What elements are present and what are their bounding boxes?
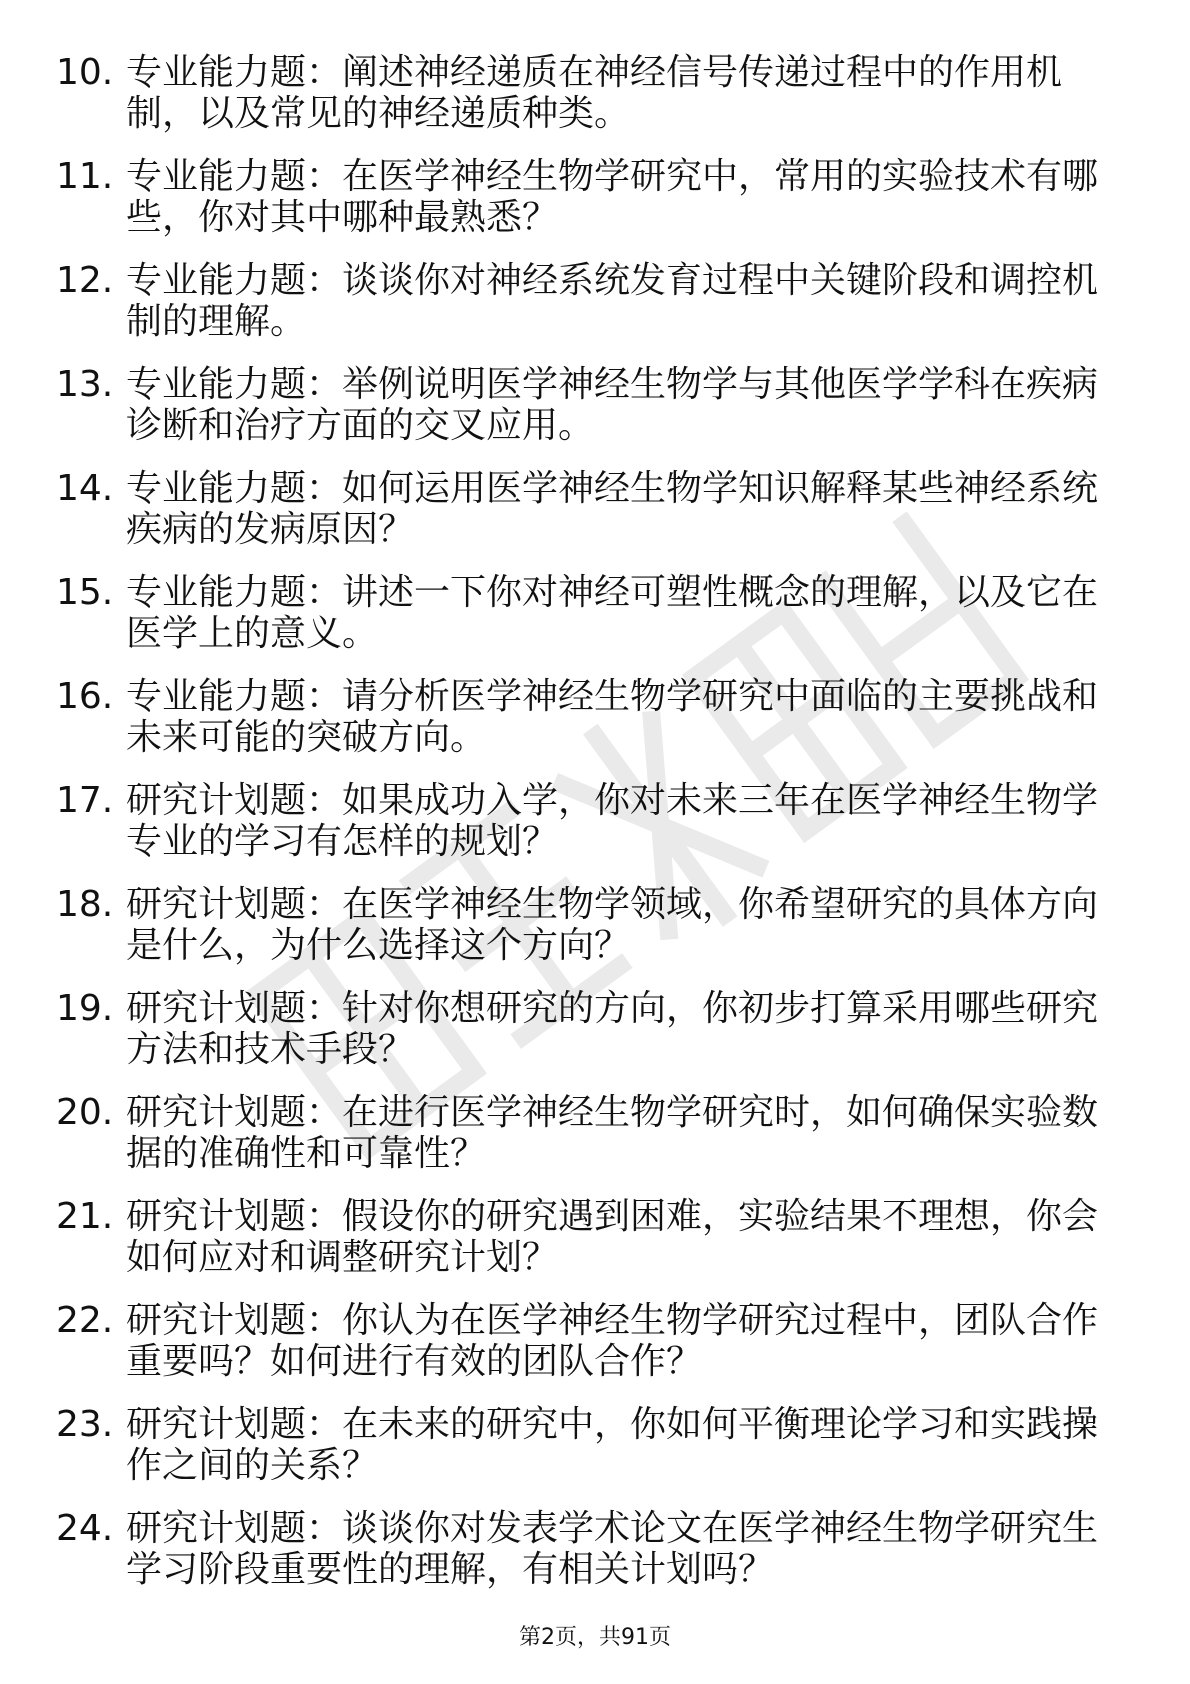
list-item <box>56 1508 1136 1590</box>
question-number: 21. <box>56 1196 114 1237</box>
question-category: 研究计划题： <box>126 884 343 925</box>
question-text: 假设你的研究遇到困难，实验结果不理想，你会如何应对和调整研究计划？ <box>126 1196 1099 1278</box>
question-text: 请分析医学神经生物学研究中面临的主要挑战和未来可能的突破方向。 <box>126 676 1099 758</box>
question-number: 18. <box>56 884 114 925</box>
question-number: 24. <box>56 1508 114 1549</box>
question-body <box>126 1092 1126 1174</box>
question-text: 谈谈你对发表学术论文在医学神经生物学研究生学习阶段重要性的理解，有相关计划吗？ <box>126 1508 1099 1590</box>
question-text: 阐述神经递质在神经信号传递过程中的作用机制，以及常见的神经递质种类。 <box>126 52 1063 134</box>
list-item <box>56 156 1136 238</box>
question-number: 10. <box>56 52 114 93</box>
question-body <box>126 1508 1126 1590</box>
question-category: 专业能力题： <box>126 676 343 717</box>
question-number: 22. <box>56 1300 114 1341</box>
question-body <box>126 1404 1126 1486</box>
question-text: 你认为在医学神经生物学研究过程中，团队合作重要吗？如何进行有效的团队合作？ <box>126 1300 1099 1382</box>
question-body <box>126 1196 1126 1278</box>
question-number: 17. <box>56 780 114 821</box>
question-category: 研究计划题： <box>126 1300 343 1341</box>
question-number: 12. <box>56 260 114 301</box>
list-item <box>56 884 1136 966</box>
question-text: 在未来的研究中，你如何平衡理论学习和实践操作之间的关系？ <box>126 1404 1099 1486</box>
list-item <box>56 1300 1136 1382</box>
question-number: 14. <box>56 468 114 509</box>
question-text: 举例说明医学神经生物学与其他医学学科在疾病诊断和治疗方面的交叉应用。 <box>126 364 1099 446</box>
question-text: 在医学神经生物学领域，你希望研究的具体方向是什么，为什么选择这个方向？ <box>126 884 1099 966</box>
page-number: 第2页，共91页 <box>519 1625 671 1650</box>
question-body <box>126 468 1126 550</box>
list-item <box>56 1404 1136 1486</box>
question-text: 讲述一下你对神经可塑性概念的理解，以及它在医学上的意义。 <box>126 572 1099 654</box>
question-text: 如何运用医学神经生物学知识解释某些神经系统疾病的发病原因？ <box>126 468 1099 550</box>
question-number: 15. <box>56 572 114 613</box>
question-number: 23. <box>56 1404 114 1445</box>
question-body <box>126 156 1126 238</box>
question-body <box>126 260 1126 342</box>
list-item <box>56 1196 1136 1278</box>
list-item <box>56 364 1136 446</box>
question-category: 专业能力题： <box>126 468 343 509</box>
question-body <box>126 988 1126 1070</box>
question-text: 针对你想研究的方向，你初步打算采用哪些研究方法和技术手段？ <box>126 988 1099 1070</box>
question-list <box>56 52 1136 1612</box>
list-item <box>56 572 1136 654</box>
list-item <box>56 52 1136 134</box>
question-category: 研究计划题： <box>126 1404 343 1445</box>
question-text: 在医学神经生物学研究中，常用的实验技术有哪些，你对其中哪种最熟悉？ <box>126 156 1099 238</box>
question-number: 16. <box>56 676 114 717</box>
question-number: 13. <box>56 364 114 405</box>
list-item <box>56 988 1136 1070</box>
question-text: 如果成功入学，你对未来三年在医学神经生物学专业的学习有怎样的规划？ <box>126 780 1099 862</box>
question-body <box>126 780 1126 862</box>
question-number: 11. <box>56 156 114 197</box>
list-item <box>56 1092 1136 1174</box>
question-text: 谈谈你对神经系统发育过程中关键阶段和调控机制的理解。 <box>126 260 1099 342</box>
question-number: 19. <box>56 988 114 1029</box>
question-category: 专业能力题： <box>126 260 343 301</box>
list-item <box>56 468 1136 550</box>
question-category: 研究计划题： <box>126 780 343 821</box>
question-body <box>126 52 1126 134</box>
list-item <box>56 676 1136 758</box>
question-category: 专业能力题： <box>126 364 343 405</box>
question-category: 研究计划题： <box>126 1508 343 1549</box>
question-category: 专业能力题： <box>126 156 343 197</box>
question-text: 在进行医学神经生物学研究时，如何确保实验数据的准确性和可靠性？ <box>126 1092 1099 1174</box>
question-category: 研究计划题： <box>126 1092 343 1133</box>
question-category: 研究计划题： <box>126 988 343 1029</box>
question-category: 专业能力题： <box>126 52 343 93</box>
list-item <box>56 780 1136 862</box>
question-body <box>126 884 1126 966</box>
question-number: 20. <box>56 1092 114 1133</box>
question-body <box>126 676 1126 758</box>
question-body <box>126 364 1126 446</box>
question-body <box>126 1300 1126 1382</box>
question-category: 专业能力题： <box>126 572 343 613</box>
question-category: 研究计划题： <box>126 1196 343 1237</box>
list-item <box>56 260 1136 342</box>
question-body <box>126 572 1126 654</box>
